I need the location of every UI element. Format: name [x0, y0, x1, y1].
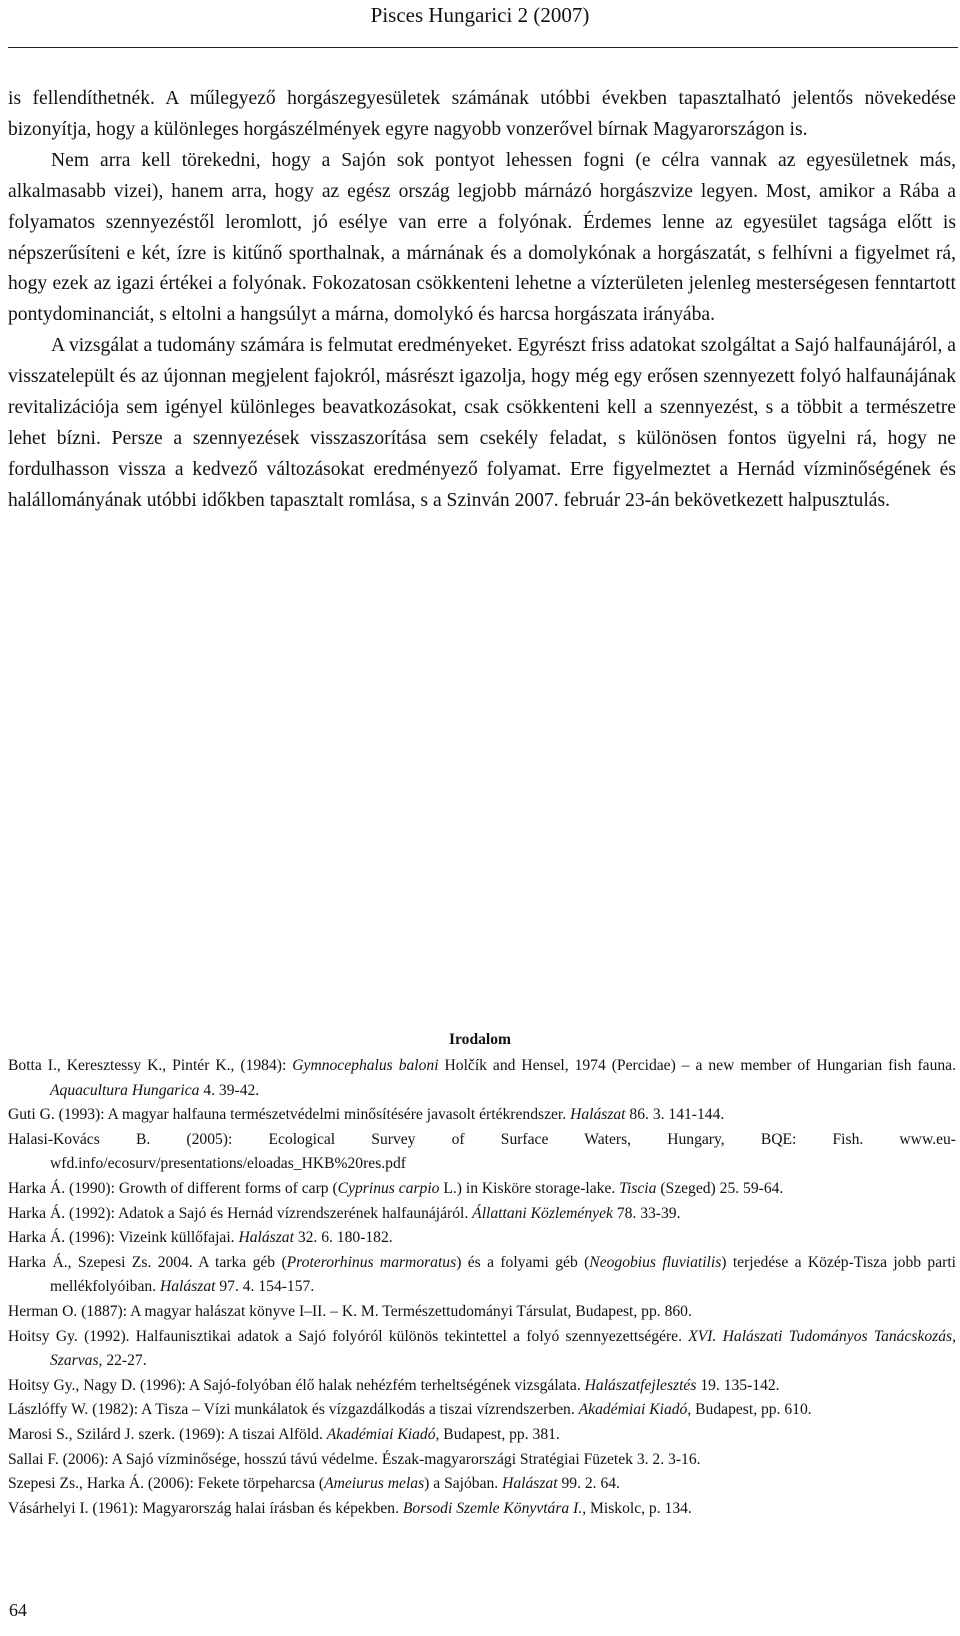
reference-item: Herman O. (1887): A magyar halászat könyve I–II. – K. M. Természettudományi Társulat, Budapest, pp. 860. — [8, 1302, 692, 1320]
reference-item: Marosi S., Szilárd J. szerk. (1969): A tiszai Alföld. Akadémiai Kiadó, Budapest, pp. 381. — [8, 1425, 560, 1443]
reference-item: Harka Á. (1996): Vizeink küllőfajai. Halászat 32. 6. 180-182. — [8, 1229, 393, 1247]
reference-item: Sallai F. (2006): A Sajó vízminősége, hosszú távú védelme. Észak-magyarországi Stratégiai Füzetek 3. 2. 3-16. — [8, 1450, 701, 1468]
reference-item: Harka Á. (1990): Growth of different forms of carp (Cyprinus carpio L.) in Kisköre storage-lake. Tiscia (Szeged) 25. 59-64. — [8, 1179, 784, 1197]
reference-list — [8, 1054, 956, 1521]
paragraph: is fellendíthetnék. A műlegyező horgászegyesületek számának utóbbi években tapasztalható jelentős növekedése bizonyítja, hogy a különleges horgászélmények egyre nagyobb vonzerővel bírnak Magyarországon is. — [8, 88, 956, 140]
reference-item: Hoitsy Gy., Nagy D. (1996): A Sajó-folyóban élő halak nehézfém terheltségének vizsgálata. Halászatfejlesztés 19. 135-142. — [8, 1376, 780, 1394]
header-rule — [8, 47, 958, 48]
reference-item: Vásárhelyi I. (1961): Magyarország halai írásban és képekben. Borsodi Szemle Könyvtára I., Miskolc, p. 134. — [8, 1499, 692, 1517]
reference-item: Halasi-Kovács B. (2005): Ecological Survey of Surface Waters, Hungary, BQE: Fish. www.eu-wfd.info/ecosurv/presentations/eloadas_HKB%20res.pdf — [8, 1130, 956, 1173]
references-heading: Irodalom — [448, 1031, 512, 1048]
reference-item: Hoitsy Gy. (1992). Halfaunisztikai adatok a Sajó folyóról különös tekintettel a folyó szennyezettségére. XVI. Halászati Tudományos Tanácskozás, Szarvas, 22-27. — [8, 1327, 957, 1370]
reference-item: Guti G. (1993): A magyar halfauna természetvédelmi minősítésére javasolt értékrendszer. Halászat 86. 3. 141-144. — [8, 1106, 725, 1124]
paragraph: A vizsgálat a tudomány számára is felmutat eredményeket. Egyrészt friss adatokat szolgáltat a Sajó halfaunájáról, a visszatelepült és az újonnan megjelent fajokról, másrészt igazolja, hogy még egy erősen szennyezett folyó halfaunájának revitalizációja sem igényel különleges beavatkozásokat, csak csökkenteni kell a szennyezést, s a többit a természetre lehet bízni. Persze a szennyezések visszaszorítása sem csekély feladat, s különösen fontos ügyelni rá, hogy ne fordulhasson vissza a kedvező változásokat eredményező folyamat. Erre figyelmeztet a Hernád vízminőségének és halállományának utóbbi időkben tapasztalt romlása, s a Szinván 2007. február 23-án bekövetkezett halpusztulás. — [8, 335, 956, 511]
reference-item: Botta I., Keresztessy K., Pintér K., (1984): Gymnocephalus baloni Holčík and Hensel, 1974 (Percidae) – a new member of Hungarian fish fauna. Aquacultura Hungarica 4. 39-42. — [8, 1057, 956, 1099]
reference-item: Harka Á., Szepesi Zs. 2004. A tarka géb (Proterorhinus marmoratus) és a folyami géb (Neogobius fluviatilis) terjedése a Közép-Tisza jobb parti mellékfolyóiban. Halászat 97. 4. 154-157. — [8, 1253, 956, 1296]
reference-item: Lászlóffy W. (1982): A Tisza – Vízi munkálatok és vízgazdálkodás a tiszai vízrendszerben. Akadémiai Kiadó, Budapest, pp. 610. — [8, 1401, 812, 1419]
running-header: Pisces Hungarici 2 (2007) — [370, 3, 590, 27]
paragraph: Nem arra kell törekedni, hogy a Sajón sok pontyot lehessen fogni (e célra vannak az egyesületnek más, alkalmasabb vizei), hanem arra, hogy az egész ország legjobb márnázó horgászvize legyen. Most, amikor a Rába a folyamatos szennyezéstől leromlott, jó esélye van erre a folyónak. Érdemes lenne az egyesület tagsága előtt is népszerűsíteni e két, ízre is kitűnő sporthalnak, a márnának és a domolykónak a horgászatát, s felhívni a figyelmet rá, hogy ezek az igazi értékei a folyónak. Fokozatosan csökkenteni lehetne a vízterületen jelenleg mesterségesen fenntartott pontydominanciát, s eltolni a hangsúlyt a márna, domolykó és harcsa horgászata irányába. — [8, 149, 956, 326]
reference-item: Szepesi Zs., Harka Á. (2006): Fekete törpeharcsa (Ameiurus melas) a Sajóban. Halászat 99. 2. 64. — [8, 1475, 620, 1493]
page-number: 64 — [9, 1600, 27, 1620]
reference-item: Harka Á. (1992): Adatok a Sajó és Hernád vízrendszerének halfaunájáról. Állattani Közlemények 78. 33-39. — [8, 1204, 681, 1222]
body-text — [8, 84, 956, 517]
